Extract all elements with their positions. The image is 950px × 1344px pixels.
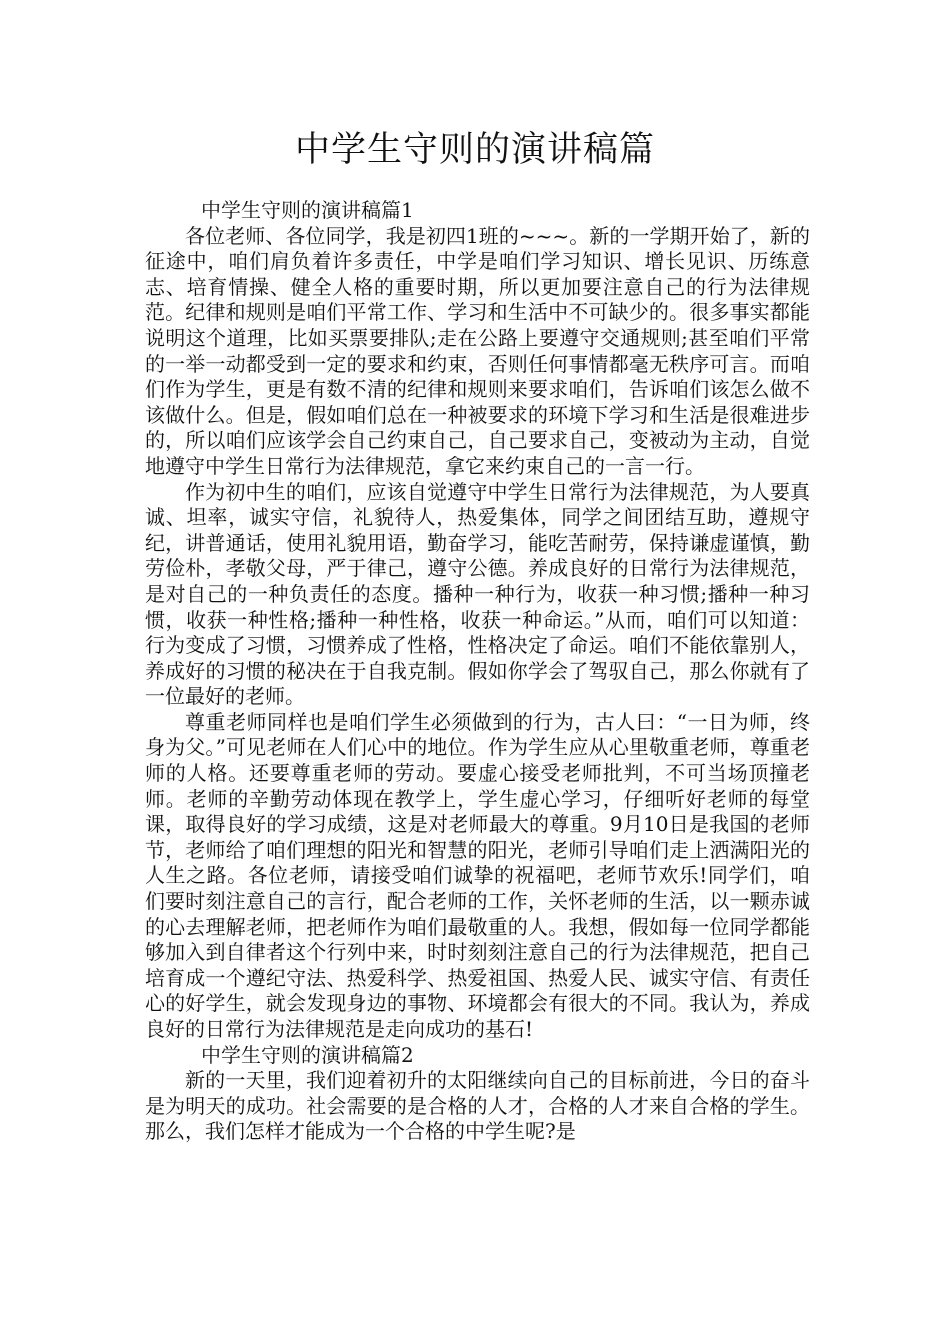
- section-heading-1: 中学生守则的演讲稿篇1: [201, 198, 414, 222]
- paragraph: 各位老师、各位同学，我是初四1班的~~~。新的一学期开始了，新的征途中，咱们肩负着许多责任，中学是咱们学习知识、增长见识、历练意志、培育情操、健全人格的重要时期，所以更加要注意自己的行为法律规范。纪律和规则是咱们平常工作、学习和生活中不可缺少的。很多事实都能说明这个道理，比如买票要排队;走在公路上要遵守交通规则;甚至咱们平常的一举一动都受到一定的要求和约束，否则任何事情都毫无秩序可言。而咱们作为学生，更是有数不清的纪律和规则来要求咱们，告诉咱们该怎么做不该做什么。但是，假如咱们总在一种被要求的环境下学习和生活是很难进步的，所以咱们应该学会自己约束自己，自己要求自己，变被动为主动，自觉地遵守中学生日常行为法律规范，拿它来约束自己的一言一行。: [145, 223, 810, 478]
- paragraph: 新的一天里，我们迎着初升的太阳继续向自己的目标前进，今日的奋斗是为明天的成功。社会需要的是合格的人才，合格的人才来自合格的学生。那么，我们怎样才能成为一个合格的中学生呢?是: [145, 1068, 810, 1144]
- paragraph: 尊重老师同样也是咱们学生必须做到的行为，古人曰：“一日为师，终身为父。”可见老师在人们心中的地位。作为学生应从心里敬重老师，尊重老师的人格。还要尊重老师的劳动。要虚心接受老师批判，不可当场顶撞老师。老师的辛勤劳动体现在教学上，学生虚心学习，仔细听好老师的每堂课，取得良好的学习成绩，这是对老师最大的尊重。9月10日是我国的老师节，老师给了咱们理想的阳光和智慧的阳光，老师引导咱们走上洒满阳光的人生之路。各位老师，请接受咱们诚挚的祝福吧，老师节欢乐!同学们，咱们要时刻注意自己的言行，配合老师的工作，关怀老师的生活，以一颗赤诚的心去理解老师，把老师作为咱们最敬重的人。我想，假如每一位同学都能够加入到自律者这个行列中来，时时刻刻注意自己的行为法律规范，把自己培育成一个遵纪守法、热爱科学、热爱祖国、热爱人民、诚实守信、有责任心的好学生，就会发现身边的事物、环境都会有很大的不同。我认为，养成良好的日常行为法律规范是走向成功的基石!: [145, 709, 810, 1041]
- document-title: 中学生守则的演讲稿篇: [294, 130, 655, 170]
- document-body: [145, 198, 810, 1145]
- paragraph: 作为初中生的咱们，应该自觉遵守中学生日常行为法律规范，为人要真诚、坦率，诚实守信，礼貌待人，热爱集体，同学之间团结互助，遵规守纪，讲普通话，使用礼貌用语，勤奋学习，能吃苦耐劳，保持谦虚谨慎，勤劳俭朴，孝敬父母，严于律己，遵守公德。养成良好的日常行为法律规范，是对自己的一种负责任的态度。播种一种行为，收获一种习惯;播种一种习惯，收获一种性格;播种一种性格，收获一种命运。”从而，咱们可以知道：行为变成了习惯，习惯养成了性格，性格决定了命运。咱们不能依靠别人，养成好的习惯的秘决在于自我克制。假如你学会了驾驭自己，那么你就有了一位最好的老师。: [145, 479, 810, 709]
- section-heading-2: 中学生守则的演讲稿篇2: [201, 1042, 414, 1067]
